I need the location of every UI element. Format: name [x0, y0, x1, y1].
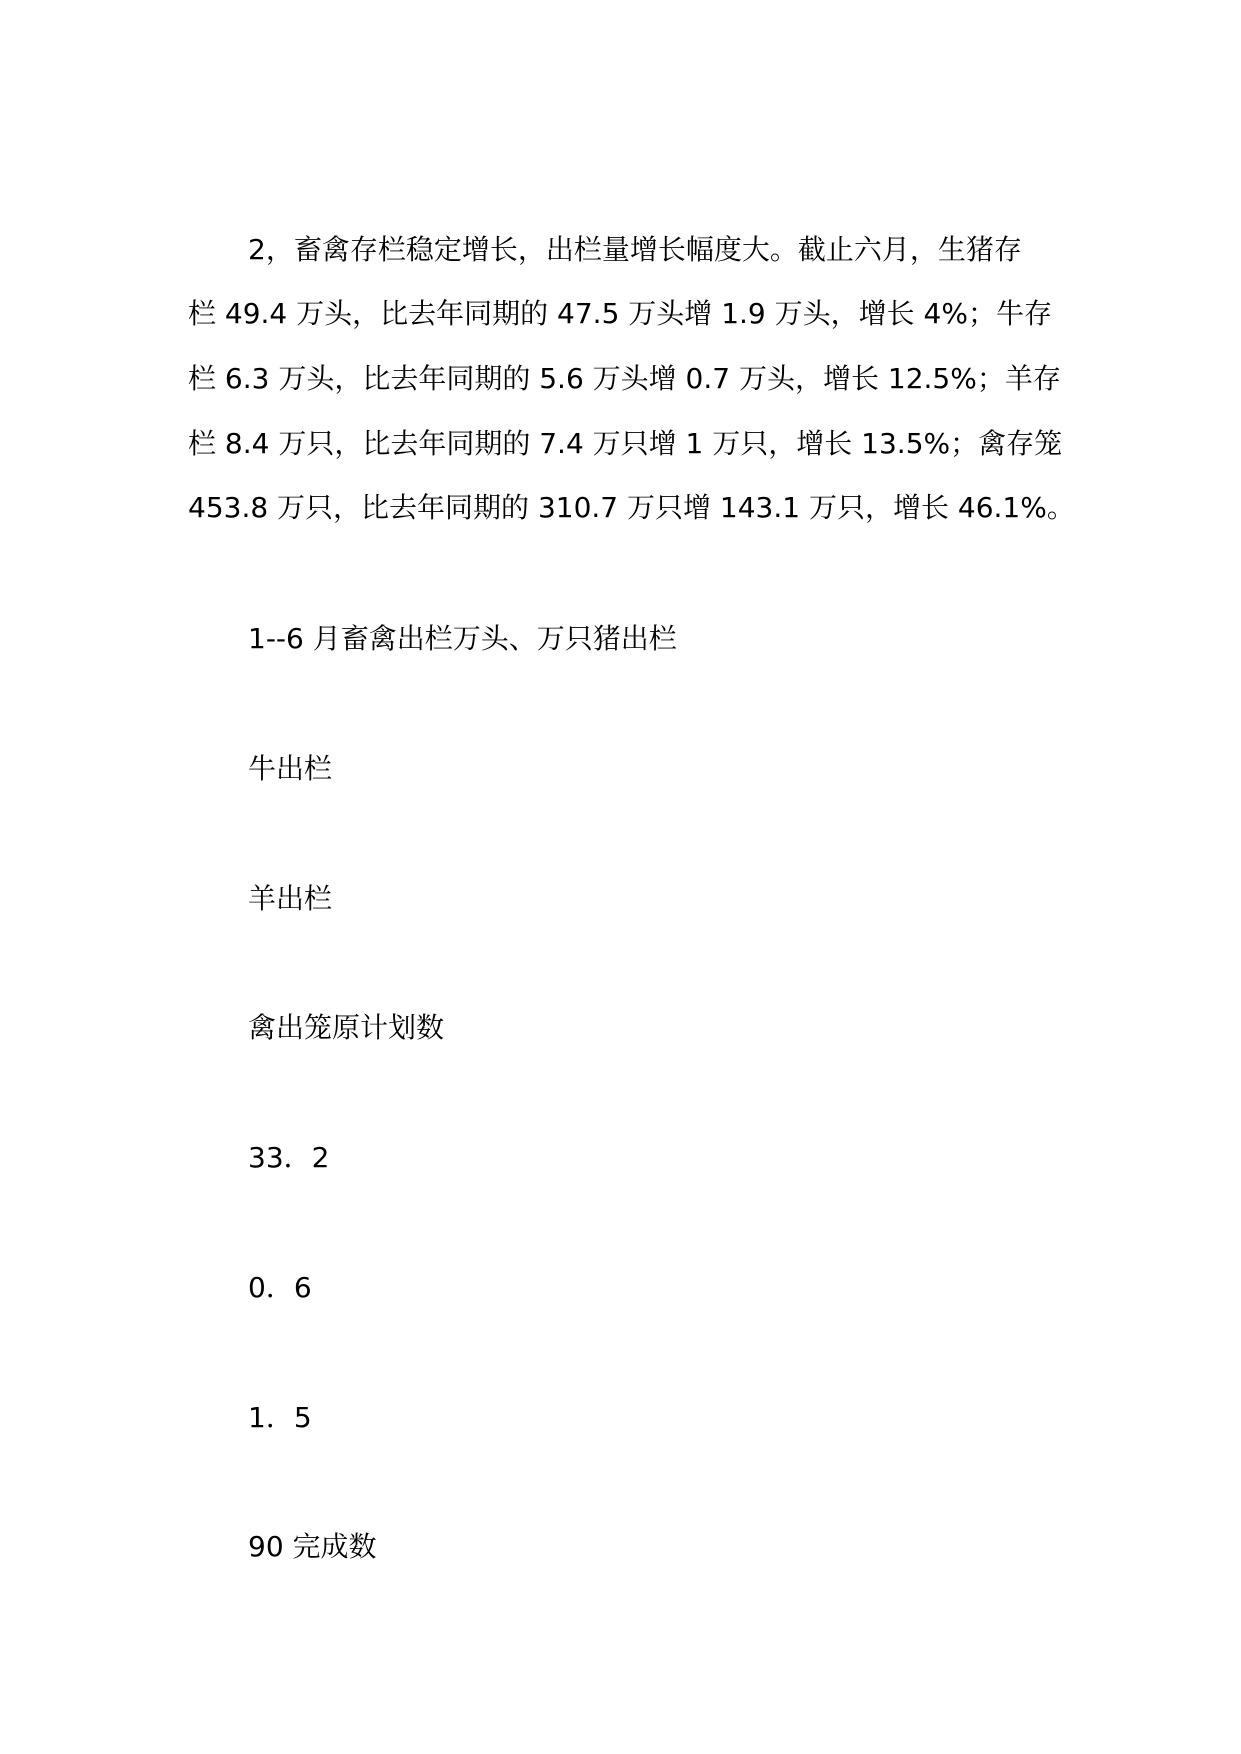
item-completed: 90 完成数 — [248, 1530, 377, 1563]
item-value-2: 0．6 — [248, 1271, 312, 1304]
item-cattle: 牛出栏 — [248, 752, 333, 785]
paragraph-line-4: 栏 8.4 万只，比去年同期的 7.4 万只增 1 万只，增长 13.5%；禽存笼 — [188, 427, 1063, 460]
item-poultry-plan: 禽出笼原计划数 — [248, 1011, 445, 1044]
item-heading: 1--6 月畜禽出栏万头、万只猪出栏 — [248, 622, 677, 655]
paragraph-line-1: 2，畜禽存栏稳定增长，出栏量增长幅度大。截止六月，生猪存 — [248, 233, 1022, 266]
item-sheep: 羊出栏 — [248, 882, 333, 915]
item-value-3: 1．5 — [248, 1401, 312, 1434]
item-value-1: 33．2 — [248, 1141, 330, 1174]
paragraph-line-2: 栏 49.4 万头，比去年同期的 47.5 万头增 1.9 万头，增长 4%；牛存 — [188, 297, 1052, 330]
paragraph-line-5: 453.8 万只，比去年同期的 310.7 万只增 143.1 万只，增长 46.1%。 — [188, 491, 1075, 524]
paragraph-line-3: 栏 6.3 万头，比去年同期的 5.6 万头增 0.7 万头，增长 12.5%；羊存 — [188, 362, 1061, 395]
